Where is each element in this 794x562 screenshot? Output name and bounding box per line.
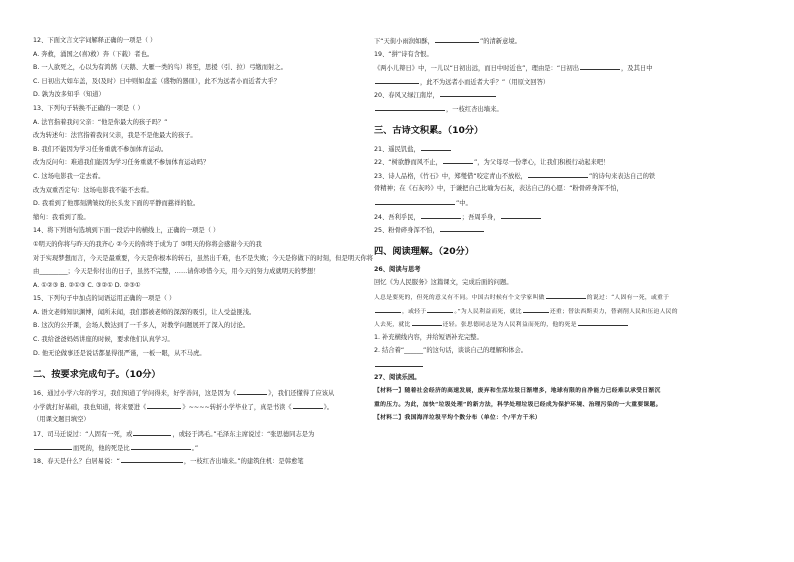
q26-blank-6[interactable] [578,317,628,326]
q26-passage-text-7: 还轻。张思德同志是为人民利益而死的，他的死是 [442,322,577,329]
q21-line [374,142,769,156]
q24-text-2: ；吾周乎身， [461,213,500,221]
q23-blank-1[interactable] [528,169,588,178]
material-1-line-1: 【材料一】随着社会经济的高速发展，废弃和生活垃圾日渐增多，地球有限的自净能力已经难以承受日渐沉 [374,388,661,395]
q26-passage-1 [374,290,769,304]
q22-text-2: ”，为父母尽一份孝心，让我们积极行动起来吧！ [473,159,610,167]
section-4-title: 四、阅读理解。（20分） [374,245,475,257]
q17-text-3: 而死的，他的死是比 [73,444,130,452]
q13-option-a: A. 法官指着我问父亲：“他是你最大的孩子吗？” [33,118,168,126]
r-blank-3[interactable] [375,75,419,84]
q16-blank-2[interactable] [147,400,181,409]
r-text-4: ，及其日中 [621,65,653,73]
q12-stem: 12、下面文言文字词解释正确的一项是（ ） [33,37,157,44]
q16-note: （用课文题目填空） [33,416,90,424]
q15-stem: 15、下列句子中加点的词语运用正确的一项是（ ） [33,295,176,303]
q20-line [374,88,769,102]
q13-option-c-change: 改为双重否定句：这场电影我不能不去看。 [33,186,153,194]
r-blank-1[interactable] [435,34,479,43]
q26-passage-3 [374,317,769,331]
q20-blank-1[interactable] [440,88,496,97]
q26-passage-text-5: 还重；替法西斯卖力，替剥削人民和压迫人民的 [549,308,678,315]
q12-option-b: B. 一人欲死之，心以为有鸿鹄（天鹅、大雁一类的鸟）将至，思援（引、拉）弓缴而射之。 [33,64,287,72]
q14-choices: A. ①②③ B. ②①③ C. ③②① D. ②③① [33,281,141,289]
q14-passage-2: 由_________；今天是你付出的日子，虽然不完整，……请你珍惜今天，用今天的努力成就明天的梦想！ [33,268,320,276]
q26-intro: 回忆《为人民服务》这篇课文，完成后面的问题。 [374,279,513,287]
q25-text-1: 25、粉骨碎身浑不怕， [374,227,439,235]
q19-line [374,48,769,62]
q27-heading: 27、阅读乐园。 [374,374,421,382]
q23-blank-2[interactable] [375,196,455,205]
r-text-3: 《两小儿辩日》中，一儿以“日初出远，而日中时近也”，理由是：“日初出 [374,65,579,73]
r-line-4 [374,102,769,116]
q13-stem: 13、下列句子转换不正确的一项是（ ） [33,104,144,112]
r-text-1: 下“天街小雨润如酥， [374,38,434,45]
q17-text-4: 。” [191,444,199,452]
q13-option-b: B. 我们不能因为学习任务重就不参加体育运动。 [33,145,168,153]
q26-passage-text-4: 。”为人民利益而死，就比 [454,308,522,315]
q21-blank[interactable] [421,142,451,151]
q17-line-2 [33,441,378,455]
q26-blank-5[interactable] [412,317,442,326]
q16-line-2 [33,400,378,414]
q26-blank-1[interactable] [546,290,586,299]
q24-text-1: 24、吾利乎民， [374,213,420,221]
q15-option-c: C. 我给爸爸妈妈讲座的时候，要求他们认真学习。 [33,336,174,344]
r-line-3 [374,75,769,89]
right-column [374,34,769,426]
q16-line-1 [33,386,378,400]
q22-line [374,155,769,169]
q15-option-a: A. 语文老师知识渊博，闻所未闻，我们都被老师的深深的吸引，让人受益匪浅。 [33,308,256,316]
r-line-2 [374,61,769,75]
q26-answer-line [374,358,769,372]
q14-passage-1: 对于实现梦想而言，今天是最重要，今天是你根本的转石，虽然出千难，也不是失败；今天是你做下的时刻，但是明天你将 [33,254,374,262]
q18-text-2: ，一枝红杏出墙来。”的建筑住机：是韩愈笔 [183,458,304,466]
q13-option-d: D. 我看到了他那刻满皱纹的长头发下面的平静而慈祥的脸。 [33,200,200,208]
q18-blank-1[interactable] [121,454,183,463]
q12-option-d: D. 孰为汝多知乎（知道） [33,91,105,99]
r-blank-2[interactable] [580,61,620,70]
q20-text: 20、春风又绿江南岸， [374,92,439,100]
q17-blank-3[interactable] [131,441,191,450]
q13-option-c: C. 这场电影我一定去看。 [33,172,105,180]
q14-stem: 14、将下列语句选填到下面一段话中的横线上，正确的一项是（ ） [33,227,220,235]
q26-blank-2[interactable] [375,304,401,313]
q15-option-b: B. 这次的公开课，会场人数达到了一千多人，对教学问题展开了深入的讨论。 [33,322,250,330]
q23-line-2 [374,182,769,196]
q17-line-1 [33,427,378,441]
q13-option-d-change: 缩句：我看到了脸。 [33,213,90,221]
q16-blank-1[interactable] [237,386,267,395]
q23-text-4: ”中。 [456,199,472,207]
q19-text: 19、“拼”诗有含恨。 [374,50,433,58]
q26-blank-4[interactable] [523,304,549,313]
q12-option-c: C. 日初出大如车盖，及(及时）日中则如盘盂（盛物的器皿），此不为远者小而近者大乎？ [33,77,280,85]
q26-passage-text-1: 人总是要死的，但死的意义有不同。中国古时候有个文学家叫做 [374,294,545,301]
q24-line [374,210,769,224]
q26-question-1: 1. 补充横线内容，并给短语补充完整。 [374,333,483,341]
q23-text-3: 骨精神；在《石灰吟》中，于谦把自己比喻为石灰，表达自己的心愿：“粉骨碎身浑不怕， [374,185,623,193]
q22-blank[interactable] [443,155,473,164]
q15-option-d: D. 他无论做事还是说话都显得很严谨，一板一眼，从不马虎。 [33,349,206,357]
q16-text-3: 小学就打好基础，我也知道，将来要进《 [33,403,147,411]
q21-text: 21、遥民饥盐， [374,145,420,153]
q24-blank-2[interactable] [501,210,541,219]
q12-option-a: A. 奔救，涌国之(喜)救）奔（下载）者也。 [33,50,154,58]
q16-text-4: 》~~~~转折小学毕业了，真是书读《 [182,403,292,411]
q16-text-2: 》，我们还懂得了应该从 [268,390,335,398]
q26-answer-blank[interactable] [375,358,423,367]
q24-blank-1[interactable] [421,210,461,219]
r-text-6: ，一枝红杏出墙来。 [446,105,503,113]
q26-passage-2 [374,304,769,318]
left-column [33,34,378,468]
q23-line-3 [374,196,769,210]
q16-blank-3[interactable] [293,400,323,409]
q26-passage-text-3: ，或轻于 [402,308,427,315]
q23-text-2: ”的诗句来表达自己的铁 [588,172,656,180]
r-text-2: ”的清新意境。 [479,38,521,45]
q17-blank-1[interactable] [133,427,171,436]
q23-line-1 [374,169,769,183]
r-blank-4[interactable] [375,102,445,111]
q26-heading: 26、阅读与思考 [374,265,421,273]
q17-blank-2[interactable] [34,441,72,450]
q17-text-2: ，或轻于鸿毛。”毛泽东主席说过：“张思德同志是为 [172,431,315,439]
q13-option-a-change: 改为转述句：法官指着我问父亲，我是不是他最大的孩子。 [33,132,197,140]
r-text-5: ，此不为远者小而近者大乎？”（用原文回答） [420,78,550,86]
q13-option-b-change: 改为反问句：难道我们能因为学习任务重就不参加体育运动吗？ [33,159,210,167]
r-line-1 [374,34,769,48]
q16-text-5: 》。 [323,403,334,411]
q14-sentences: ①明天的你将与昨天的我齐心 ②今天的你终于成为了 ③明天的你将会感谢今天的我 [33,240,262,248]
q18-text-1: 18、春天是什么？白居易说：“ [33,458,120,466]
q23-text-1: 23、诗人品格，《竹石》中，郑燮借“咬定青山不放松， [374,172,527,180]
material-2-line-1: 【材料二】我国海洋垃圾平均个数分布（单位：个/平方千米） [374,415,542,422]
material-1-line-2: 重的压力。为此，加快“垃圾处理”的新方法，科学处理垃圾已经成为保护环境、治理污染的一大重要课题。 [374,401,662,408]
q26-blank-3[interactable] [427,304,453,313]
section-2-title: 二、按要求完成句子。（10分） [33,369,161,381]
q25-blank-1[interactable] [440,223,484,232]
q25-line [374,223,769,237]
q26-passage-text-6: 人去死，就比 [374,322,411,329]
q17-text-1: 17、司马迁说过：“人固有一死，或 [33,431,133,439]
q22-text-1: 22、“树欲静而风不止， [374,159,442,167]
section-3-title: 三、古诗文积累。（10分） [374,124,484,136]
q18-line-1 [33,454,378,468]
q26-passage-text-2: 的说过：“人固有一死，或重于 [586,294,670,301]
q16-text-1: 16、通过小学六年的学习，我们知道了学问得来，好学善问，这是因为《 [33,390,237,398]
q26-question-2: 2. 结合着“______”的这句话，谈谈自己的理解和体会。 [374,347,528,355]
